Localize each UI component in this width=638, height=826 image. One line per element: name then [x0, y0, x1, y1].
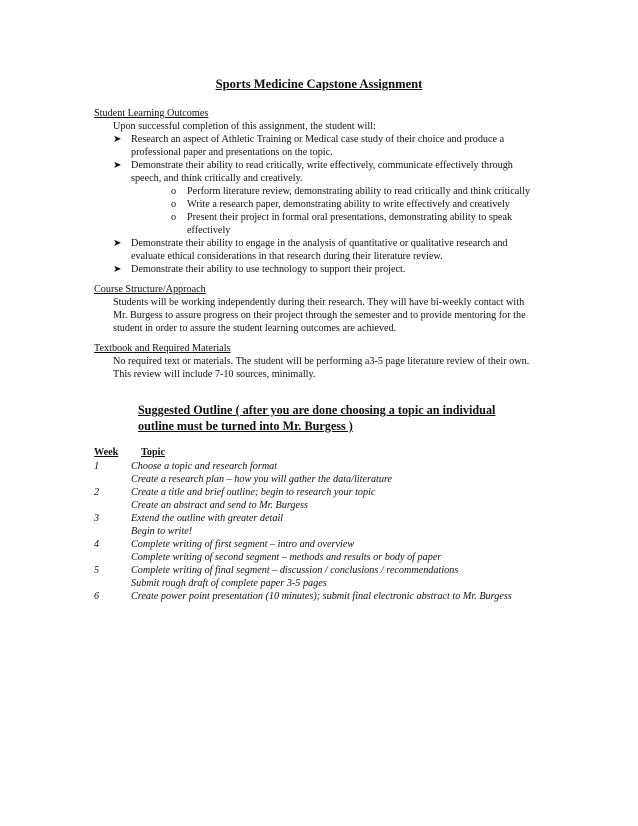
slo-sub-3-line-2: effectively	[187, 225, 231, 236]
slo-bullet-1-line-2: professional paper and presentations on the topic.	[131, 147, 333, 158]
topic-column-header: Topic	[141, 447, 165, 458]
week-number: 1	[94, 461, 100, 472]
week-topic: Create power point presentation (10 minutes); submit final electronic abstract to Mr. Burgess	[131, 591, 512, 602]
slo-heading: Student Learning Outcomes	[94, 108, 209, 119]
outline-heading-line-2: outline must be turned into Mr. Burgess )	[138, 419, 353, 433]
course-line-3: student in order to assure the student learning outcomes are achieved.	[113, 323, 397, 334]
week-topic: Extend the outline with greater detail	[131, 513, 284, 524]
slo-bullet-3-line-1: Demonstrate their ability to engage in the analysis of quantitative or qualitative research and	[131, 238, 508, 249]
week-number: 2	[94, 487, 100, 498]
slo-bullet-4: Demonstrate their ability to use technology to support their project.	[131, 264, 406, 275]
course-line-1: Students will be working independently during their research. They will have bi-weekly contact with	[113, 297, 525, 308]
arrowhead-bullet-icon: ➤	[113, 134, 122, 145]
week-number: 5	[94, 565, 100, 576]
materials-line-1: No required text or materials. The student will be performing a3-5 page literature review of their own.	[113, 356, 530, 367]
course-heading: Course Structure/Approach	[94, 284, 206, 295]
arrowhead-bullet-icon: ➤	[113, 264, 122, 275]
materials-line-2: This review will include 7-10 sources, minimally.	[113, 369, 316, 380]
circle-bullet-icon: o	[171, 199, 177, 210]
arrowhead-bullet-icon: ➤	[113, 160, 122, 171]
week-topic: Complete writing of first segment – intro and overview	[131, 539, 355, 550]
week-column-header: Week	[94, 447, 119, 458]
slo-sub-3-line-1: Present their project in formal oral presentations, demonstrating ability to speak	[187, 212, 513, 223]
slo-sub-1: Perform literature review, demonstrating ability to read critically and think critically	[187, 186, 531, 197]
slo-bullet-2-line-1: Demonstrate their ability to read critically, write effectively, communicate effectively through	[131, 160, 513, 171]
week-number: 6	[94, 591, 100, 602]
arrowhead-bullet-icon: ➤	[113, 238, 122, 249]
course-line-2: Mr. Burgess to assure progress on their project through the semester and to provide mentoring for the	[113, 310, 526, 321]
week-topic: Create an abstract and send to Mr. Burgess	[131, 500, 308, 511]
circle-bullet-icon: o	[171, 186, 177, 197]
slo-bullet-2-line-2: speech, and think critically and creatively.	[131, 173, 303, 184]
document-title: Sports Medicine Capstone Assignment	[215, 77, 423, 91]
week-topic: Choose a topic and research format	[131, 461, 278, 472]
week-topic: Begin to write!	[131, 526, 193, 537]
slo-bullet-1-line-1: Research an aspect of Athletic Training or Medical case study of their choice and produce a	[131, 134, 505, 145]
week-topic: Complete writing of second segment – methods and results or body of paper	[131, 552, 442, 563]
circle-bullet-icon: o	[171, 212, 177, 223]
week-number: 3	[94, 513, 100, 524]
slo-bullet-3-line-2: evaluate ethical considerations in that research during their literature review.	[131, 251, 443, 262]
slo-intro: Upon successful completion of this assignment, the student will:	[113, 121, 376, 132]
materials-heading: Textbook and Required Materials	[94, 343, 231, 354]
week-topic: Create a research plan – how you will gather the data/literature	[131, 474, 393, 485]
week-topic: Submit rough draft of complete paper 3-5 pages	[131, 578, 327, 589]
week-topic: Complete writing of final segment – discussion / conclusions / recommendations	[131, 565, 459, 576]
week-topic: Create a title and brief outline; begin to research your topic	[131, 487, 376, 498]
week-number: 4	[94, 539, 100, 550]
slo-sub-2: Write a research paper, demonstrating ability to write effectively and creatively	[187, 199, 510, 210]
outline-heading-line-1: Suggested Outline ( after you are done choosing a topic an individual	[138, 403, 496, 417]
